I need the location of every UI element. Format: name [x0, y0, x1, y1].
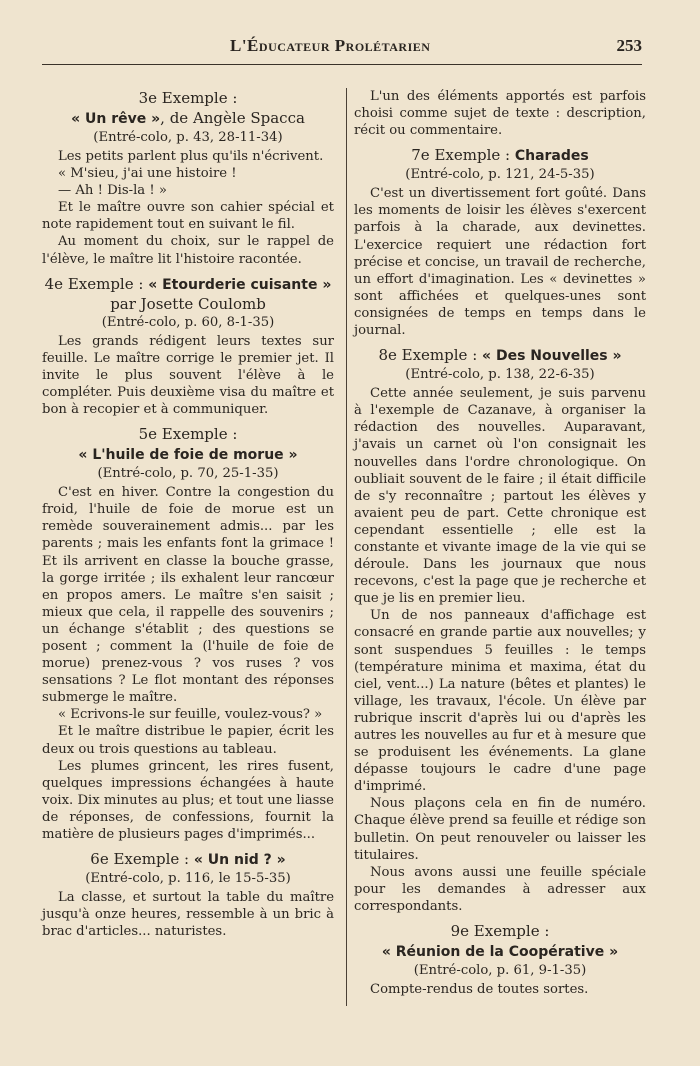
example-heading: 4e Exemple :: [44, 274, 149, 293]
example-6: [42, 849, 334, 940]
example-title-line: [42, 108, 334, 129]
paragraph: La classe, et surtout la table du maître jusqu'à onze heures, ressemble à un bric à brac d'articles... naturistes.: [42, 890, 334, 940]
example-reference: (Entré-colo, p. 61, 9-1-35): [413, 963, 587, 979]
paragraph: Un de nos panneaux d'affichage est consacré en grande partie aux nouvelles; y sont suspendues 5 feuilles : le temps (température minima et maxima, état du ciel, vent...) La nature (bêtes et plantes) le village, les travaux, l'école. Un élève par rubrique inscrit d'après lui ou d'après les autres les nouvelles au fur et à mesure que se produisent les événements. La glane dépasse toujours le cadre d'une page d'imprimé.: [354, 608, 646, 795]
example-heading: 8e Exemple :: [378, 346, 483, 365]
paragraph: Au moment du choix, sur le rappel de l'élève, le maître lit l'histoire racontée.: [42, 234, 334, 267]
paragraph: Les petits parlent plus qu'ils n'écrivent.: [58, 149, 324, 164]
paragraph: Cette année seulement, je suis parvenu à l'exemple de Cazanave, à organiser la rédaction des nouvelles. Auparavant, j'avais un carnet où l'on consignait les nouvelles dans l'ordre chronologique. On oubliait souvent de le faire ; il était difficile de s'y reconnaître ; partout les élèves y avaient peu de part. Cette chronique est cependant essentielle ; elle est la constante et vivante image de la vie qui se déroule. Dans les journaux que nous recevons, c'est la page que je recherche et que je lis en premier lieu.: [354, 386, 646, 607]
example-reference: (Entré-colo, p. 138, 22-6-35): [405, 367, 595, 383]
example-title-line: [42, 444, 334, 465]
example-author: , de Angèle Spacca: [160, 109, 305, 127]
paragraph: Et le maître ouvre son cahier spécial et note rapidement tout en suivant le fil.: [42, 200, 334, 233]
example-reference: (Entré-colo, p. 60, 8-1-35): [101, 314, 275, 330]
example-title: « Des Nouvelles »: [482, 348, 622, 365]
paragraph: Les plumes grincent, les rires fusent, quelques impressions échangées à haute voix. Dix minutes au plus; et tout une liasse de réponses, de confessions, fournit la matière de plusieurs pages d'imprimés...: [42, 758, 334, 842]
paragraph: Nous plaçons cela en fin de numéro. Chaque élève prend sa feuille et rédige son bulletin. On peut renouveler ou laisser les titulaires.: [354, 796, 646, 863]
example-title: « Réunion de la Coopérative »: [381, 944, 619, 961]
paragraph: Et le maître distribue le papier, écrit les deux ou trois questions au tableau.: [42, 724, 334, 757]
column-divider: [346, 88, 347, 1006]
example-title: Charades: [514, 148, 589, 165]
page-number: 253: [616, 36, 642, 55]
paragraph: — Ah ! Dis-la ! »: [58, 183, 167, 199]
example-reference: (Entré-colo, p. 116, le 15-5-35): [85, 871, 291, 887]
paragraph: Les grands rédigent leurs textes sur feuille. Le maître corrige le premier jet. Il invite le plus souvent l'élève à le compléter. Puis deuxième visa du maître et bon à recopier et à communiquer.: [42, 333, 334, 418]
example-heading: 3e Exemple :: [138, 89, 238, 107]
paragraph: « M'sieu, j'ai une histoire !: [58, 166, 237, 182]
example-3: [42, 88, 334, 268]
example-heading: 6e Exemple :: [90, 850, 194, 869]
example-reference: (Entré-colo, p. 121, 24-5-35): [405, 167, 595, 183]
paragraph: « Ecrivons-le sur feuille, voulez-vous? »: [58, 707, 323, 723]
example-title-line: [42, 849, 334, 870]
example-8: [354, 345, 646, 915]
paragraph: C'est un divertissement fort goûté. Dans les moments de loisir les élèves s'exercent parfois à la charade, aux devinettes. L'exercice requiert une rédaction fort précise et concise, un travail de recherche, un effort d'imagination. Les « devinettes » sont affichées et quelques-unes sont consignées de temps en temps dans le journal.: [354, 186, 646, 339]
example-title: « L'huile de foie de morue »: [78, 447, 298, 464]
example-reference: (Entré-colo, p. 43, 28-11-34): [93, 130, 283, 145]
paragraph: C'est en hiver. Contre la congestion du froid, l'huile de foie de morue est un remède souverainement admis... par les parents ; mais les enfants font la grimace ! Et ils arrivent en classe la bouche grasse, la gorge irritée ; ils exhalent leur rancœur en propos amers. Le maître s'en saisit ; mieux que cela, il rappelle des souvenirs ; un échange s'établit ; des questions se posent ; comment la (l'huile de foie de morue) prenez-vous ? vos ruses ? vos sensations ? Le flot montant des réponses submerge le maître.: [42, 485, 334, 706]
example-byline: par Josette Coulomb: [110, 294, 266, 313]
example-reference: (Entré-colo, p. 70, 25-1-35): [97, 466, 279, 482]
paragraph: Nous avons aussi une feuille spéciale pour les demandes à adresser aux correspondants.: [354, 864, 646, 914]
example-9: [354, 921, 646, 998]
paragraph: Compte-rendus de toutes sortes.: [370, 982, 589, 998]
paragraph: L'un des éléments apportés est parfois choisi comme sujet de texte : description, récit ou commentaire.: [354, 89, 646, 139]
example-title: « Un nid ? »: [193, 852, 286, 869]
example-title-line: [354, 941, 646, 962]
example-title-line: [354, 345, 646, 366]
header-rule: [42, 64, 642, 65]
example-4: [42, 274, 334, 418]
example-title-line: [42, 274, 334, 295]
right-column: [354, 88, 646, 998]
example-7: [354, 145, 646, 339]
example-heading: 5e Exemple :: [138, 425, 238, 444]
example-heading: 7e Exemple :: [411, 146, 515, 165]
example-title-line: [354, 145, 646, 166]
example-heading: 9e Exemple :: [450, 922, 550, 941]
journal-title: L'Éducateur Prolétarien: [230, 36, 431, 55]
example-title: « Etourderie cuisante »: [148, 276, 332, 293]
example-5: [42, 424, 334, 843]
page-header: [42, 36, 642, 64]
example-title: « Un rêve »: [71, 111, 161, 127]
left-column: [42, 88, 334, 940]
